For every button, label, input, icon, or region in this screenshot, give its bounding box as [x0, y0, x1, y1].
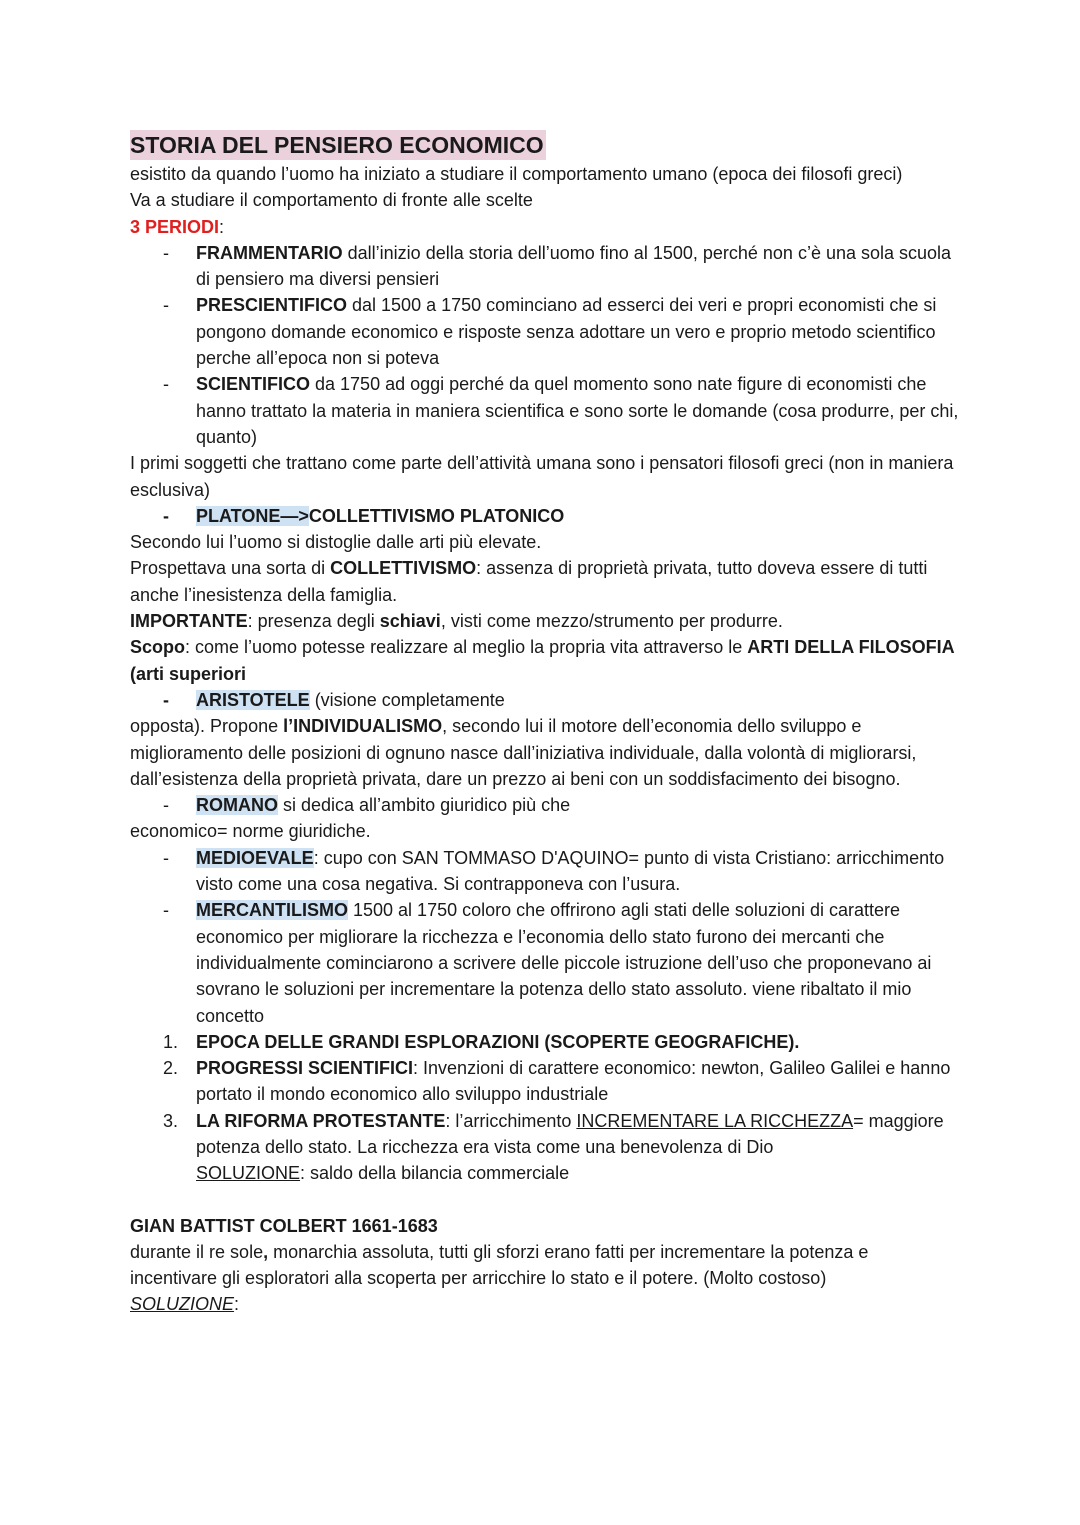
aristotele-term: ARISTOTELE	[196, 689, 310, 710]
colbert-heading	[130, 1213, 960, 1239]
periods-heading	[130, 214, 960, 240]
text-run: : presenza degli	[247, 611, 380, 632]
platone-p1: Secondo lui l’uomo si distoglie dalle arti più elevate.	[130, 532, 542, 553]
platone-rest: COLLETTIVISMO PLATONICO	[308, 505, 565, 526]
text-run: opposta). Propone	[130, 716, 284, 737]
number-marker: 3.	[163, 1110, 179, 1131]
aristotele-paragraph	[130, 713, 960, 792]
cause-text-after: = maggiore potenza dello stato. La ricchezza era vista come una benevolenza di Dio	[196, 1110, 944, 1157]
dash-marker: -	[163, 505, 169, 526]
document-body	[130, 130, 960, 1318]
romano-list	[130, 792, 960, 818]
dash-marker: -	[163, 242, 169, 263]
period-term: SCIENTIFICO	[196, 374, 311, 395]
list-item	[130, 845, 960, 898]
list-item	[130, 371, 960, 450]
list-item	[130, 897, 960, 1028]
number-marker: 2.	[163, 1058, 179, 1079]
solution-text: : saldo della bilancia commerciale	[300, 1163, 570, 1184]
cause-text: : Invenzioni di carattere economico: newton, Galileo Galilei e hanno portato il mondo economico allo sviluppo industriale	[196, 1058, 951, 1105]
text-run: , secondo lui il motore dell’economia dello sviluppo e miglioramento delle posizioni di ognuno nasce dall’iniziativa individuale, dalla volontà di migliorarsi, dall’esistenza della proprietà privata, dare un prezzo ai beni con un soddisfacimento dei bisogno.	[130, 716, 917, 789]
period-text: dall’inizio della storia dell’uomo fino al 1500, perché non c’è una sola scuola di pensiero ma diversi pensieri	[196, 242, 952, 290]
number-marker: 1.	[163, 1031, 179, 1052]
later-periods-list	[130, 845, 960, 1029]
period-term: FRAMMENTARIO	[196, 242, 343, 263]
dash-marker: -	[163, 847, 169, 868]
text-run-bold: l’INDIVIDUALISMO	[283, 716, 443, 737]
solution-label: SOLUZIONE	[196, 1163, 301, 1184]
list-item	[130, 687, 960, 713]
romano-term: ROMANO	[196, 795, 278, 816]
later-term: MEDIOEVALE	[196, 847, 314, 868]
text-run-bold: ,	[263, 1241, 269, 1262]
causes-list	[130, 1029, 960, 1187]
text-run-bold: COLLETTIVISMO	[330, 558, 477, 579]
aristotele-tail: (visione completamente	[309, 689, 505, 710]
period-term: PRESCIENTIFICO	[196, 295, 348, 316]
text-run: : come l’uomo potesse realizzare al meglio la propria vita attraverso le	[185, 637, 748, 658]
period-text: da 1750 ad oggi perché da quel momento sono nate figure di economisti che hanno trattato la materia in maniera scientifica e sono sorte le domande (cosa produrre, per chi, quanto)	[196, 374, 959, 447]
later-text: 1500 al 1750 coloro che offrirono agli stati delle soluzioni di carattere economico per migliorare la ricchezza e l’economia dello stato furono dei mercanti che individualmente cominciarono a scrivere delle piccole istruzione dell’uso che proponevano ai sovrano le soluzioni per incrementare la potenza dello stato assoluto. viene ribaltato il mio concetto	[196, 900, 932, 1026]
intro-line-1: esistito da quando l’uomo ha iniziato a studiare il comportamento umano (epoca dei filosofi greci)	[130, 164, 903, 184]
cause-text: : l’arricchimento	[445, 1110, 577, 1131]
list-item	[130, 1108, 960, 1187]
periods-heading-label: 3 PERIODI	[130, 216, 220, 237]
romano-paragraph: economico= norme giuridiche.	[130, 821, 371, 842]
colbert-heading-text: GIAN BATTIST COLBERT 1661-1683	[130, 1215, 438, 1236]
dash-marker: -	[163, 900, 169, 921]
list-item	[130, 1055, 960, 1108]
colbert-paragraph	[130, 1239, 960, 1292]
solution-label: SOLUZIONE	[130, 1294, 235, 1315]
platone-term: PLATONE—>	[196, 505, 309, 526]
aristotele-list	[130, 687, 960, 713]
periods-list	[130, 240, 960, 450]
text-run-bold: ARTI DELLA FILOSOFIA (arti superiori	[130, 637, 954, 684]
list-item	[130, 292, 960, 371]
period-text: dal 1500 a 1750 cominciano ad esserci dei veri e propri economisti che si pongono domande economico e risposte senza adottare un vero e proprio metodo scientifico perche all’epoca non si poteva	[196, 295, 937, 369]
later-text: : cupo con SAN TOMMASO D'AQUINO= punto di vista Cristiano: arricchimento visto come una cosa negativa. Si contrapponeva con l’usura.	[196, 847, 945, 895]
platone-p4	[130, 634, 960, 687]
platone-p2	[130, 555, 960, 608]
text-run: Prospettava una sorta di	[130, 558, 331, 579]
periods-heading-colon: :	[219, 216, 225, 237]
later-term: MERCANTILISMO	[196, 900, 348, 921]
list-item	[130, 792, 960, 818]
platone-p3	[130, 608, 960, 634]
cause-term: EPOCA DELLE GRANDI ESPLORAZIONI (SCOPERTE GEOGRAFICHE).	[196, 1031, 800, 1052]
romano-tail: si dedica all’ambito giuridico più che	[278, 795, 571, 816]
dash-marker: -	[163, 374, 169, 395]
text-run-bold: Scopo	[130, 637, 186, 658]
text-run: : assenza di proprietà privata, tutto doveva essere di tutti anche l’inesistenza della famiglia.	[130, 558, 928, 605]
list-item	[130, 503, 960, 529]
solution-colon: :	[234, 1294, 240, 1315]
cause-term: PROGRESSI SCIENTIFICI	[196, 1058, 414, 1079]
intro-line-2: Va a studiare il comportamento di fronte alle scelte	[130, 190, 533, 211]
text-run-bold: schiavi	[379, 611, 441, 632]
greeks-paragraph: I primi soggetti che trattano come parte dell’attività umana sono i pensatori filosofi greci (non in maniera esclusiva)	[130, 453, 954, 500]
list-item	[130, 1029, 960, 1055]
text-run: monarchia assoluta, tutti gli sforzi erano fatti per incrementare la potenza e incentivare gli esploratori alla scoperta per arricchire lo stato e il potere. (Molto costoso)	[130, 1241, 869, 1289]
dash-marker: -	[163, 295, 169, 316]
underlined-text: INCREMENTARE LA RICCHEZZA	[576, 1110, 854, 1131]
spacer	[130, 1187, 960, 1213]
platone-list	[130, 503, 960, 529]
page-title: STORIA DEL PENSIERO ECONOMICO	[130, 132, 544, 158]
text-run-bold: IMPORTANTE	[130, 611, 248, 632]
colbert-solution	[130, 1291, 960, 1317]
dash-marker: -	[163, 795, 169, 816]
cause-term: LA RIFORMA PROTESTANTE	[196, 1110, 446, 1131]
list-item	[130, 240, 960, 293]
dash-marker: -	[163, 689, 169, 710]
text-run: , visti come mezzo/strumento per produrre.	[440, 611, 783, 632]
text-run: durante il re sole	[130, 1241, 264, 1262]
